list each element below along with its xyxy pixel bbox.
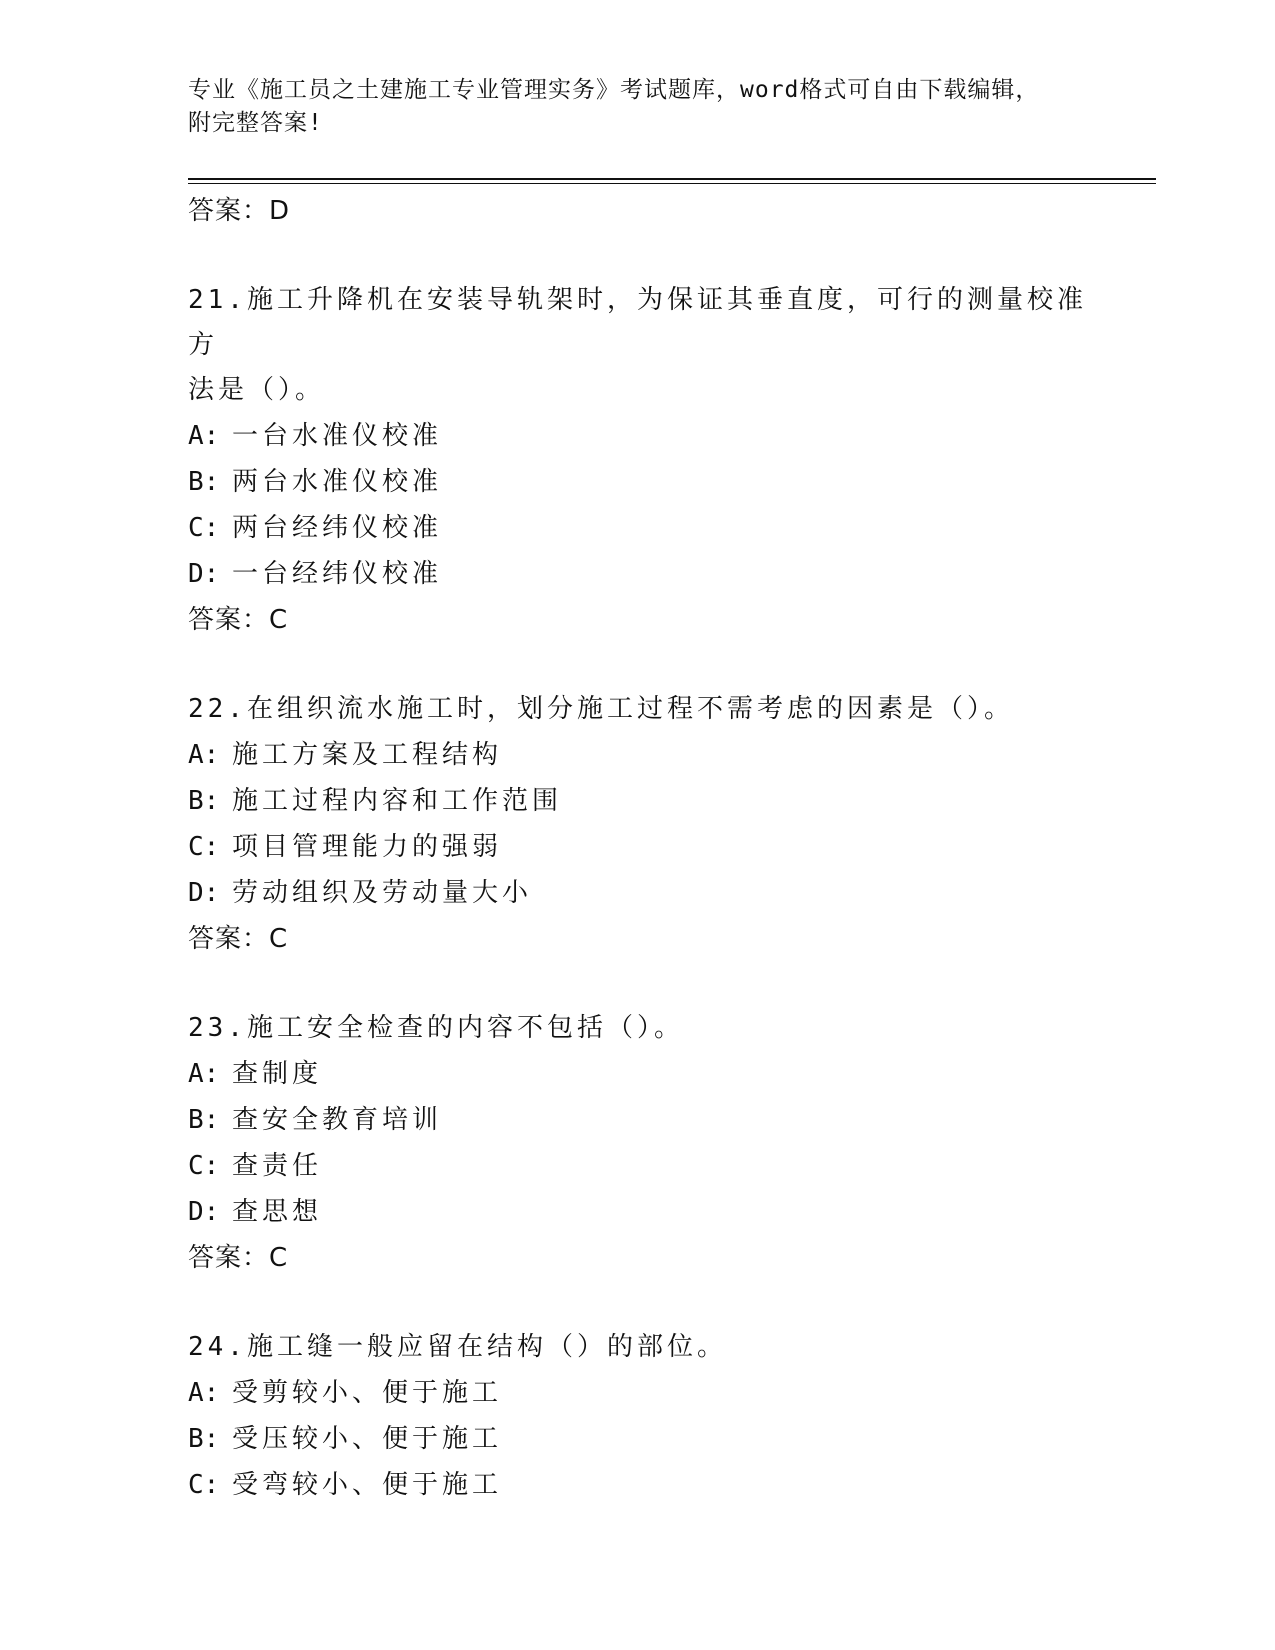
question-text <box>188 278 1108 368</box>
option-b <box>188 1097 1108 1143</box>
question-list <box>188 188 1108 1508</box>
answer-line: 答案：C <box>188 605 289 635</box>
option-letter: B: <box>188 786 220 816</box>
header-line-1: 专业《施工员之土建施工专业管理实务》考试题库，word格式可自由下载编辑， <box>188 77 1040 103</box>
option-a <box>188 1370 1108 1416</box>
option-letter: B: <box>188 1105 220 1135</box>
option-letter: A: <box>188 1378 220 1408</box>
option-letter: A: <box>188 740 220 770</box>
question-text-line-1: 施工升降机在安装导轨架时，为保证其垂直度，可行的测量校准方 <box>188 285 1087 360</box>
header-divider-thick <box>188 178 1156 180</box>
question-number: 23. <box>188 1013 247 1043</box>
question-number: 21. <box>188 285 247 315</box>
option-letter: C: <box>188 1151 220 1181</box>
option-letter: A: <box>188 1059 220 1089</box>
option-text: 查安全教育培训 <box>232 1105 443 1135</box>
option-text: 施工方案及工程结构 <box>232 740 503 770</box>
option-text: 一台经纬仪校准 <box>232 559 443 589</box>
question-text <box>188 687 1108 732</box>
option-c <box>188 1143 1108 1189</box>
question-text <box>188 1325 1108 1370</box>
option-text: 受弯较小、便于施工 <box>232 1470 503 1500</box>
document-header <box>188 74 1088 140</box>
option-letter: A: <box>188 421 220 451</box>
option-letter: B: <box>188 467 220 497</box>
question-number: 24. <box>188 1332 247 1362</box>
option-c <box>188 1462 1108 1508</box>
option-text: 受压较小、便于施工 <box>232 1424 503 1454</box>
answer-line: 答案：C <box>188 924 289 954</box>
option-text: 查思想 <box>232 1197 323 1227</box>
answer-line: 答案：C <box>188 1243 289 1273</box>
option-a <box>188 1051 1108 1097</box>
option-b <box>188 459 1108 505</box>
question-22 <box>188 687 1108 962</box>
option-letter: D: <box>188 878 220 908</box>
question-24 <box>188 1325 1108 1508</box>
option-c <box>188 824 1108 870</box>
option-letter: B: <box>188 1424 220 1454</box>
question-text-line-1: 施工缝一般应留在结构（）的部位。 <box>246 1332 727 1362</box>
question-21 <box>188 278 1108 643</box>
option-b <box>188 778 1108 824</box>
option-text: 查制度 <box>232 1059 323 1089</box>
option-c <box>188 505 1108 551</box>
option-text: 受剪较小、便于施工 <box>232 1378 503 1408</box>
option-text: 两台水准仪校准 <box>232 467 443 497</box>
question-text <box>188 1006 1108 1051</box>
option-text: 项目管理能力的强弱 <box>232 832 503 862</box>
previous-answer: 答案：D <box>188 196 291 226</box>
header-divider-thin <box>188 183 1156 184</box>
option-text: 两台经纬仪校准 <box>232 513 443 543</box>
option-letter: C: <box>188 832 220 862</box>
option-text: 查责任 <box>232 1151 323 1181</box>
option-d <box>188 870 1108 916</box>
header-line-2: 附完整答案! <box>188 110 323 136</box>
option-letter: C: <box>188 513 220 543</box>
option-d <box>188 551 1108 597</box>
option-d <box>188 1189 1108 1235</box>
option-letter: D: <box>188 1197 220 1227</box>
option-text: 施工过程内容和工作范围 <box>232 786 563 816</box>
question-text-line-1: 在组织流水施工时，划分施工过程不需考虑的因素是（）。 <box>246 694 1014 724</box>
question-23 <box>188 1006 1108 1281</box>
question-text-line-1: 施工安全检查的内容不包括（）。 <box>246 1013 684 1043</box>
option-b <box>188 1416 1108 1462</box>
option-a <box>188 413 1108 459</box>
question-number: 22. <box>188 694 247 724</box>
option-text: 一台水准仪校准 <box>232 421 443 451</box>
option-letter: C: <box>188 1470 220 1500</box>
question-text-line-2: 法是（）。 <box>188 375 326 405</box>
option-text: 劳动组织及劳动量大小 <box>232 878 533 908</box>
option-a <box>188 732 1108 778</box>
option-letter: D: <box>188 559 220 589</box>
